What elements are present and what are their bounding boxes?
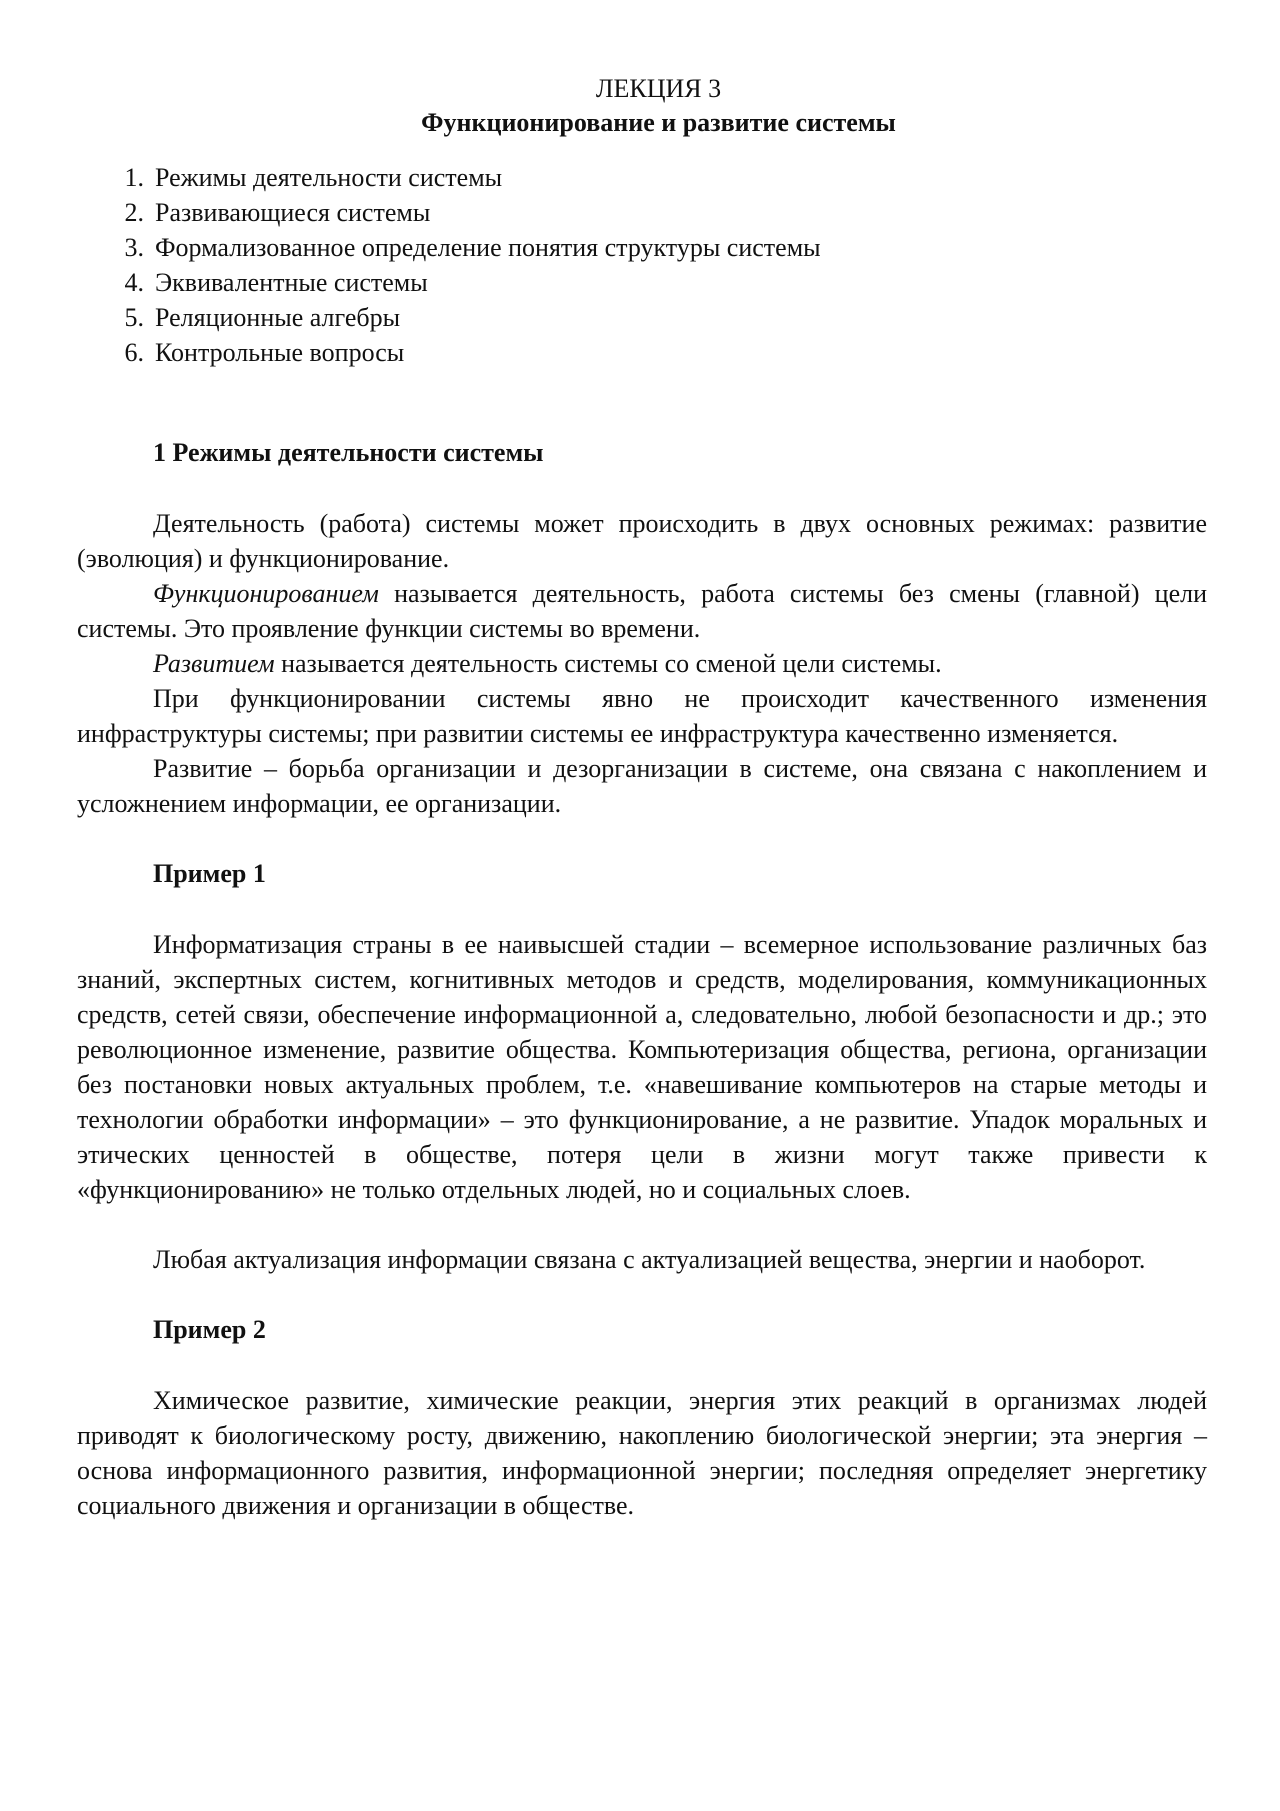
paragraph: Любая актуализация информации связана с актуализацией вещества, энергии и наоборот. xyxy=(153,1245,1146,1274)
toc-item xyxy=(77,160,1207,195)
toc-item-number: 4. xyxy=(124,268,144,297)
toc-item-label: Реляционные алгебры xyxy=(155,303,401,332)
toc-item xyxy=(77,300,1207,335)
toc-item-number: 5. xyxy=(124,303,144,332)
table-of-contents xyxy=(77,160,1207,370)
paragraph: Химическое развитие, химические реакции, энергия этих реакций в организмах людей приводят к биологическому росту, движению, накоплению биологической энергии; эта энергия – основа информационного развития, информационной энергии; последняя определяет энергетику социального движения и организации в обществе. xyxy=(77,1386,1207,1520)
paragraph: При функционировании системы явно не происходит качественного изменения инфраструктуры системы; при развитии системы ее инфраструктура качественно изменяется. xyxy=(77,684,1207,748)
document-page xyxy=(77,72,1207,1523)
toc-item-number: 3. xyxy=(124,233,144,262)
section-heading: 1 Режимы деятельности системы xyxy=(153,438,544,467)
paragraph-text: называется деятельность, работа системы без смены (главной) цели системы. Это проявление функции системы во времени. xyxy=(77,579,1207,643)
toc-item xyxy=(77,265,1207,300)
toc-item-number: 2. xyxy=(124,198,144,227)
emphasized-term: Развитием xyxy=(153,649,275,678)
paragraph xyxy=(77,576,1207,646)
page-title: Функционирование и развитие системы xyxy=(421,108,896,137)
toc-item-label: Развивающиеся системы xyxy=(155,198,431,227)
paragraph xyxy=(77,646,1207,681)
toc-item-number: 1. xyxy=(124,163,144,192)
emphasized-term: Функционированием xyxy=(153,579,379,608)
paragraph: Развитие – борьба организации и дезорганизации в системе, она связана с накоплением и усложнением информации, ее организации. xyxy=(77,754,1207,818)
toc-item xyxy=(77,230,1207,265)
toc-item xyxy=(77,195,1207,230)
lecture-label: ЛЕКЦИЯ 3 xyxy=(595,74,722,103)
paragraph-text: называется деятельность системы со сменой цели системы. xyxy=(274,649,942,678)
toc-item-label: Формализованное определение понятия структуры системы xyxy=(155,233,821,262)
toc-item-label: Контрольные вопросы xyxy=(155,338,405,367)
toc-item-number: 6. xyxy=(124,338,144,367)
toc-item-label: Эквивалентные системы xyxy=(155,268,428,297)
toc-item xyxy=(77,335,1207,370)
example-heading: Пример 2 xyxy=(153,1315,266,1344)
toc-item-label: Режимы деятельности системы xyxy=(155,163,503,192)
paragraph: Информатизация страны в ее наивысшей стадии – всемерное использование различных баз знаний, экспертных систем, когнитивных методов и средств, моделирования, коммуникационных средств, сетей связи, обеспечение информационной а, следовательно, любой безопасности и др.; это революционное изменение, развитие общества. Компьютеризация общества, региона, организации без постановки новых актуальных проблем, т.е. «навешивание компьютеров на старые методы и технологии обработки информации» – это функционирование, а не развитие. Упадок моральных и этических ценностей в обществе, потеря цели в жизни могут также привести к «функционированию» не только отдельных людей, но и социальных слоев. xyxy=(77,930,1207,1204)
example-heading: Пример 1 xyxy=(153,859,266,888)
paragraph: Деятельность (работа) системы может происходить в двух основных режимах: развитие (эволюция) и функционирование. xyxy=(77,509,1207,573)
